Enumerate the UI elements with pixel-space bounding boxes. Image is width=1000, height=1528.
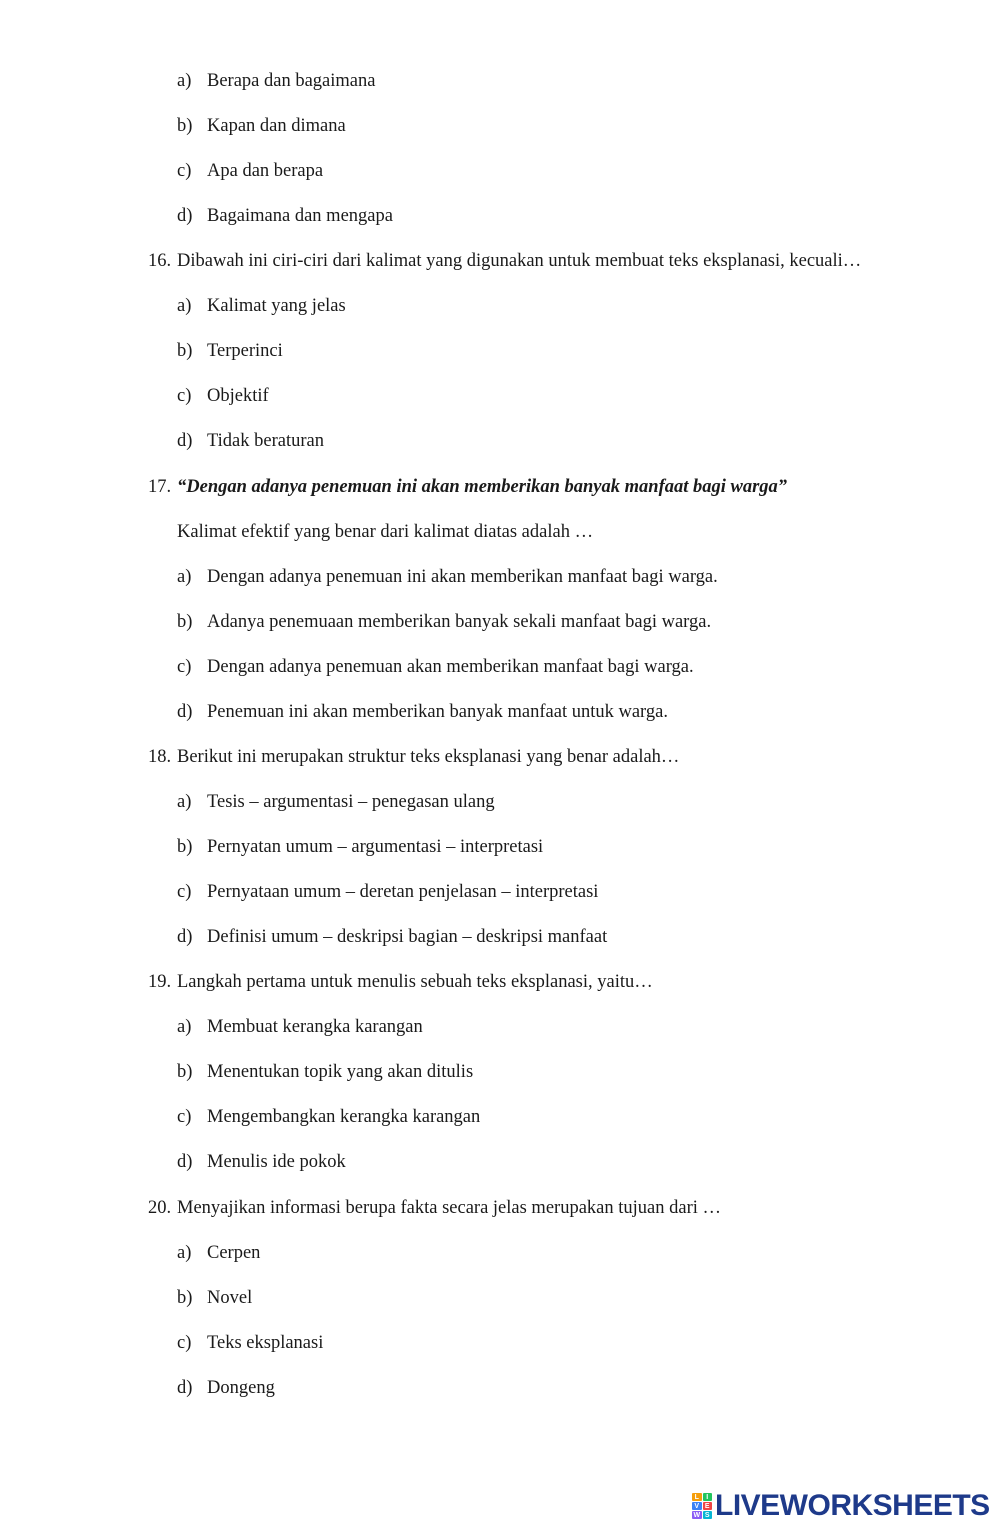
question-number: 18. <box>148 747 172 767</box>
option-text: Membuat kerangka karangan <box>207 1017 423 1037</box>
option-letter: a) <box>177 71 192 91</box>
option-letter: b) <box>177 1288 193 1308</box>
option-letter: c) <box>177 1333 192 1353</box>
option-letter: d) <box>177 206 193 226</box>
option-text: Bagaimana dan mengapa <box>207 206 393 226</box>
option-letter: d) <box>177 927 193 947</box>
option-text: Dengan adanya penemuan akan memberikan manfaat bagi warga. <box>207 657 694 677</box>
option-letter: c) <box>177 657 192 677</box>
question-text: Langkah pertama untuk menulis sebuah teks eksplanasi, yaitu… <box>177 972 653 992</box>
option-letter: d) <box>177 431 193 451</box>
option-letter: d) <box>177 1378 193 1398</box>
option-letter: b) <box>177 837 193 857</box>
option-letter: c) <box>177 882 192 902</box>
option-text: Apa dan berapa <box>207 161 324 181</box>
option-letter: d) <box>177 1152 193 1172</box>
option-text: Teks eksplanasi <box>207 1333 324 1353</box>
option-letter: b) <box>177 1062 193 1082</box>
option-letter: a) <box>177 567 192 587</box>
option-text: Berapa dan bagaimana <box>207 71 376 91</box>
option-letter: a) <box>177 792 192 812</box>
liveworksheets-logo[interactable] <box>692 1490 990 1522</box>
option-text: Novel <box>207 1288 253 1308</box>
logo-cell: S <box>703 1511 713 1519</box>
question-number: 20. <box>148 1198 172 1218</box>
question-number: 16. <box>148 251 172 271</box>
option-text: Pernyatan umum – argumentasi – interpretasi <box>207 837 544 857</box>
question-quote: “Dengan adanya penemuan ini akan memberikan banyak manfaat bagi warga” <box>177 477 788 497</box>
option-text: Adanya penemuaan memberikan banyak sekali manfaat bagi warga. <box>207 612 712 632</box>
option-text: Kapan dan dimana <box>207 116 346 136</box>
option-text: Pernyataan umum – deretan penjelasan – interpretasi <box>207 882 599 902</box>
option-text: Menulis ide pokok <box>207 1152 346 1172</box>
option-text: Tesis – argumentasi – penegasan ulang <box>207 792 495 812</box>
option-letter: a) <box>177 1243 192 1263</box>
logo-cell: L <box>692 1493 702 1501</box>
option-text: Penemuan ini akan memberikan banyak manfaat untuk warga. <box>207 702 668 722</box>
option-text: Objektif <box>207 386 269 406</box>
option-text: Mengembangkan kerangka karangan <box>207 1107 481 1127</box>
option-text: Dengan adanya penemuan ini akan memberikan manfaat bagi warga. <box>207 567 718 587</box>
question-text: Kalimat efektif yang benar dari kalimat diatas adalah … <box>177 522 594 542</box>
option-text: Kalimat yang jelas <box>207 296 346 316</box>
option-text: Terperinci <box>207 341 283 361</box>
question-text: Berikut ini merupakan struktur teks eksplanasi yang benar adalah… <box>177 747 680 767</box>
option-text: Dongeng <box>207 1378 275 1398</box>
option-letter: c) <box>177 1107 192 1127</box>
option-letter: c) <box>177 161 192 181</box>
question-number: 17. <box>148 477 172 497</box>
question-number: 19. <box>148 972 172 992</box>
question-text: Dibawah ini ciri-ciri dari kalimat yang digunakan untuk membuat teks eksplanasi, kecuali… <box>177 251 862 271</box>
option-letter: b) <box>177 612 193 632</box>
option-text: Tidak beraturan <box>207 431 324 451</box>
logo-cell: V <box>692 1502 702 1510</box>
logo-grid-icon <box>692 1493 712 1519</box>
option-text: Menentukan topik yang akan ditulis <box>207 1062 474 1082</box>
option-letter: b) <box>177 341 193 361</box>
option-letter: c) <box>177 386 192 406</box>
question-text: Menyajikan informasi berupa fakta secara jelas merupakan tujuan dari … <box>177 1198 721 1218</box>
option-text: Cerpen <box>207 1243 261 1263</box>
option-letter: d) <box>177 702 193 722</box>
logo-text: LIVEWORKSHEETS <box>715 1489 990 1522</box>
option-letter: b) <box>177 116 193 136</box>
logo-cell: I <box>703 1493 713 1501</box>
logo-cell: W <box>693 1511 701 1519</box>
option-letter: a) <box>177 296 192 316</box>
option-text: Definisi umum – deskripsi bagian – deskripsi manfaat <box>207 927 608 947</box>
option-letter: a) <box>177 1017 192 1037</box>
logo-cell: E <box>703 1502 713 1510</box>
